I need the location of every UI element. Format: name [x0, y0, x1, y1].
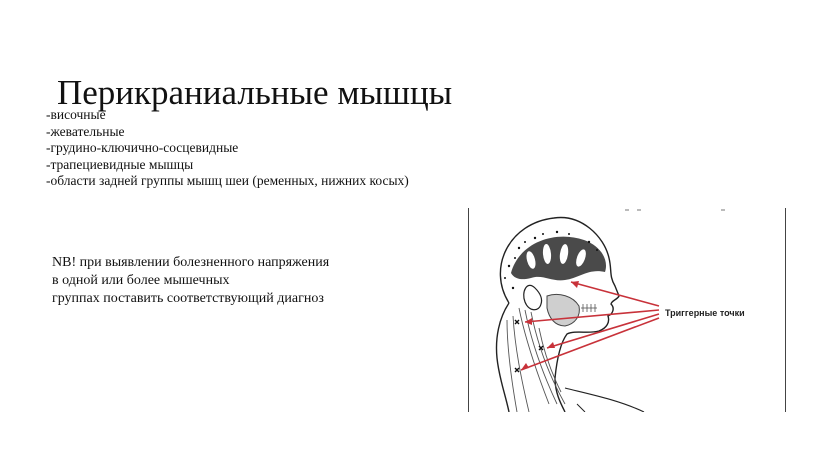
slide-title: Перикраниальные мышцы: [57, 73, 453, 113]
shoulder-line-2: [577, 404, 585, 412]
list-item: -грудино-ключично-сосцевидные: [46, 140, 239, 155]
masseter-muscle: [547, 294, 579, 326]
nb-note: [52, 254, 329, 308]
arrowhead-3: [547, 342, 555, 348]
trigger-point-arrows: [521, 282, 659, 370]
shoulder-line: [565, 388, 644, 412]
trigger-points-figure: [468, 208, 786, 412]
list-item: -трапециевидные мышцы: [46, 156, 194, 172]
trigger-points-label: Триггерные точки: [665, 308, 745, 318]
muscle-list: [46, 107, 409, 190]
ear: [524, 285, 542, 309]
note-line: NB! при выявлении болезненного напряжения: [52, 255, 330, 270]
arrowhead-1: [571, 281, 579, 288]
teeth: [581, 304, 597, 312]
temporal-muscle: [511, 237, 606, 281]
arrow-heads: [521, 281, 579, 370]
note-line: группах поставить соответствующий диагноз: [52, 291, 324, 306]
neck-back-outline: [497, 303, 510, 412]
note-line: в одной или более мышечных: [52, 273, 230, 288]
list-item: -жевательные: [46, 123, 125, 139]
list-item: -височные: [46, 107, 106, 122]
head-neck-illustration-icon: [469, 208, 785, 412]
list-item: -области задней группы мышц шеи (ременных, нижних косых): [46, 173, 409, 188]
arrow-4: [521, 318, 659, 370]
arrowhead-4: [521, 363, 529, 370]
